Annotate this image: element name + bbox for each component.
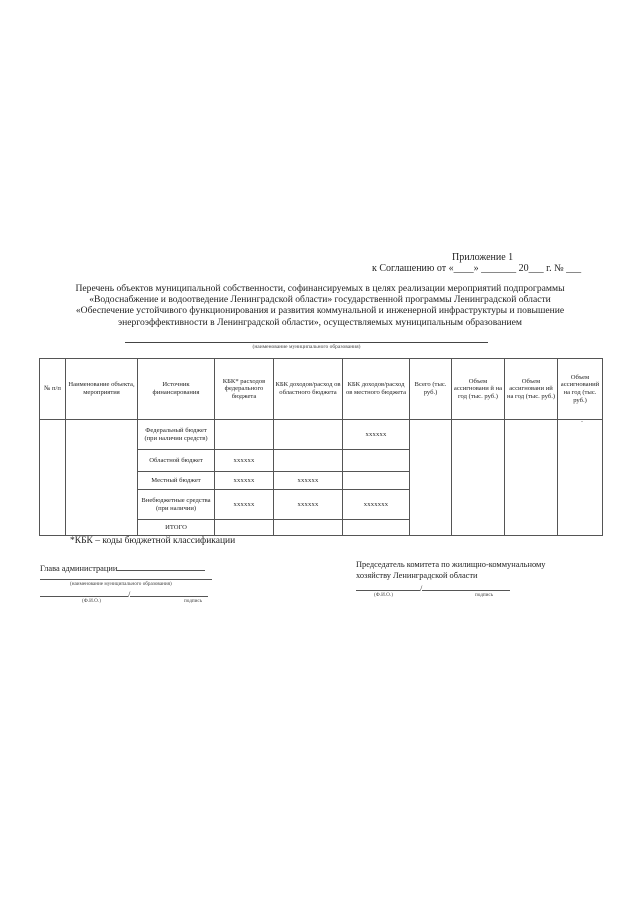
cell-kbk-fed: xxxxxx	[215, 490, 274, 520]
table-header-row	[40, 359, 603, 420]
sign-right-sign-underline	[422, 582, 510, 591]
col-header-kbk-fed: КБК* расходов федерального бюджета	[215, 359, 274, 420]
sign-left-title-underline	[117, 562, 205, 571]
cell-kbk-fed: xxxxxx	[215, 472, 274, 490]
cell-kbk-loc	[343, 450, 410, 472]
table-row	[40, 420, 603, 450]
sign-left-sign-caption: подпись	[184, 598, 203, 604]
sign-right-fio-caption: (Ф.И.О.)	[374, 592, 393, 598]
cell-kbk-loc: xxxxxxx	[343, 490, 410, 520]
col-header-num: № п/п	[40, 359, 66, 420]
objects-table	[39, 358, 603, 536]
sign-left-muni-underline	[40, 579, 212, 580]
sign-right-fio-underline	[356, 582, 423, 593]
agreement-line: к Соглашению от «____» _______ 20___ г. № ___	[372, 263, 582, 274]
footnote: *КБК – коды бюджетной классификации	[70, 536, 236, 546]
cell-num	[40, 420, 66, 536]
sign-left-slash: /	[128, 590, 131, 599]
cell-kbk-loc	[343, 472, 410, 490]
cell-kbk-reg	[274, 520, 343, 536]
cell-kbk-fed	[215, 520, 274, 536]
col-header-vol3: Объем ассигнований на год (тыс. руб.)	[558, 359, 603, 420]
title-line-4: энергоэффективности в Ленинградской области», осуществляемых муниципальным образованием	[118, 316, 522, 328]
sign-left-title: Глава администрации	[40, 564, 118, 573]
sign-right-slash: /	[420, 584, 423, 593]
sign-left-fio-caption: (Ф.И.О.)	[82, 598, 101, 604]
cell-kbk-reg	[274, 450, 343, 472]
document-title	[40, 283, 600, 328]
appendix-label: Приложение 1	[452, 252, 514, 263]
cell-vol1	[452, 420, 505, 536]
cell-total	[410, 420, 452, 536]
cell-kbk-reg: xxxxxx	[274, 490, 343, 520]
cell-source-loc: Местный бюджет	[138, 472, 215, 490]
cell-name	[66, 420, 138, 536]
cell-kbk-reg	[274, 420, 343, 450]
title-line-3: «Обеспечение устойчивого функционирования и развития коммунальной и инженерной инфраструктуры и повышение	[75, 305, 565, 317]
cell-source-extra: Внебюджетные средства (при наличии)	[138, 490, 215, 520]
col-header-vol1: Объем ассигновани й на год (тыс. руб.)	[452, 359, 505, 420]
sign-left-muni-caption: (наименование муниципального образования)	[70, 581, 172, 587]
cell-kbk-loc: xxxxxx	[343, 420, 410, 450]
title-line-1: Перечень объектов муниципальной собственности, софинансируемых в целях реализации мероприятий подпрограммы	[75, 283, 565, 294]
cell-vol3	[558, 420, 603, 536]
sign-right-title-line-1: Председатель комитета по жилищно-коммунальному	[356, 560, 546, 569]
municipality-caption: (наименование муниципального образования)	[252, 344, 361, 350]
sign-right-sign-caption: подпись	[475, 592, 494, 598]
col-header-vol2: Объем ассигновани ий на год (тыс. руб.)	[505, 359, 558, 420]
cell-source-itogo: ИТОГО	[138, 520, 215, 536]
cell-kbk-reg: xxxxxx	[274, 472, 343, 490]
cell-source-fed: Федеральный бюджет (при наличии средств)	[138, 420, 215, 450]
sign-left-sign-underline	[130, 588, 208, 597]
col-header-kbk-loc: КБК доходов/расход ов местного бюджета	[343, 359, 410, 420]
col-header-total: Всего (тыс. руб.)	[410, 359, 452, 420]
sign-right-title-line-2: хозяйству Ленинградской области	[356, 571, 478, 580]
cell-kbk-fed	[215, 420, 274, 450]
cell-kbk-loc	[343, 520, 410, 536]
municipality-underline	[125, 342, 488, 343]
sign-left-title-row	[40, 562, 205, 573]
cell-vol2	[505, 420, 558, 536]
sign-left-fio-underline	[40, 588, 131, 599]
title-line-2: «Водоснабжение и водоотведение Ленинградской области» государственной программы Ленинградской области	[89, 294, 551, 306]
col-header-kbk-reg: КБК доходов/расход ов областного бюджета	[274, 359, 343, 420]
col-header-source: Источник финансирования	[138, 359, 215, 420]
col-header-name: Наименование объекта, мероприятия	[66, 359, 138, 420]
table-dash-mark: -	[581, 419, 583, 425]
cell-source-reg: Областной бюджет	[138, 450, 215, 472]
cell-kbk-fed: xxxxxx	[215, 450, 274, 472]
